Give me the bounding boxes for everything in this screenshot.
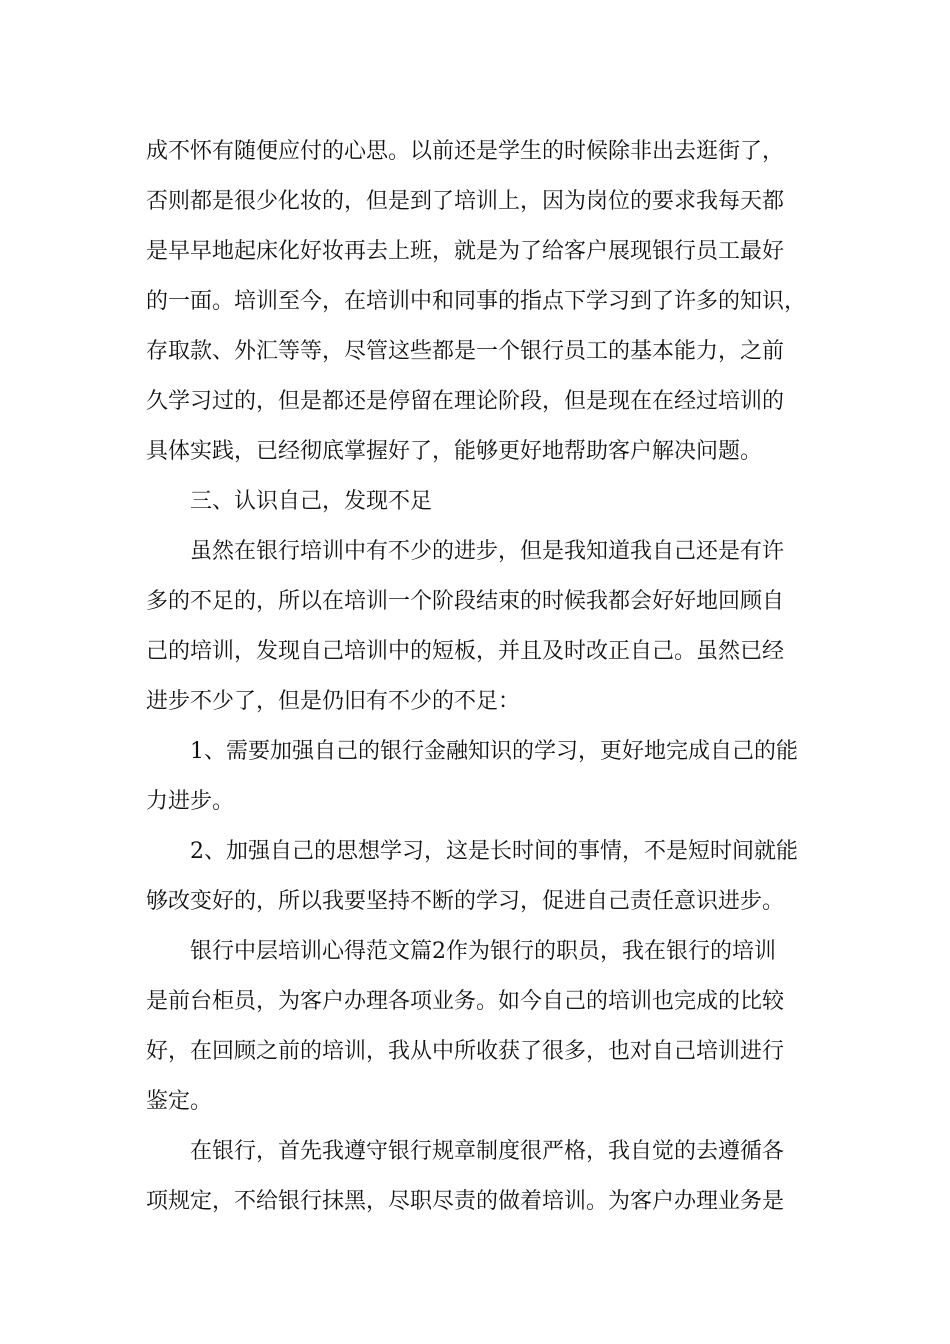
text-line: 具体实践，已经彻底掌握好了，能够更好地帮助客户解决问题。: [146, 439, 763, 464]
text-line: 在银行，首先我遵守银行规章制度很严格，我自觉的去遵循各: [190, 1139, 785, 1164]
text-line: 好，在回顾之前的培训，我从中所收获了很多，也对自己培训进行: [146, 1039, 785, 1064]
text-line: 存取款、外汇等等，尽管这些都是一个银行员工的基本能力，之前: [146, 339, 785, 364]
text-line: 是前台柜员，为客户办理各项业务。如今自己的培训也完成的比较: [146, 989, 785, 1014]
text-line: 多的不足的，所以在培训一个阶段结束的时候我都会好好地回顾自: [146, 589, 785, 614]
text-line: 虽然在银行培训中有不少的进步，但是我知道我自己还是有许: [190, 539, 785, 564]
text-line: 项规定，不给银行抹黑，尽职尽责的做着培训。为客户办理业务是: [146, 1189, 785, 1214]
text-line: 久学习过的，但是都还是停留在理论阶段，但是现在在经过培训的: [146, 389, 785, 414]
text-line: 己的培训，发现自己培训中的短板，并且及时改正自己。虽然已经: [146, 639, 785, 664]
text-line: 银行中层培训心得范文篇2作为银行的职员，我在银行的培训: [190, 939, 776, 964]
text-line: 鉴定。: [146, 1089, 213, 1114]
list-item: 1、需要加强自己的银行金融知识的学习，更好地完成自己的能: [190, 739, 798, 764]
text-line: 够改变好的，所以我要坚持不断的学习，促进自己责任意识进步。: [146, 889, 785, 914]
list-item: 2、加强自己的思想学习，这是长时间的事情，不是短时间就能: [190, 839, 798, 864]
text-line: 进步不少了，但是仍旧有不少的不足：: [146, 689, 521, 714]
text-line: 成不怀有随便应付的心思。以前还是学生的时候除非出去逛街了，: [146, 139, 785, 164]
section-heading: 三、认识自己，发现不足: [190, 489, 433, 514]
text-line: 是早早地起床化好妆再去上班，就是为了给客户展现银行员工最好: [146, 239, 785, 264]
text-line: 的一面。培训至今，在培训中和同事的指点下学习到了许多的知识，: [146, 289, 807, 314]
text-line: 否则都是很少化妆的，但是到了培训上，因为岗位的要求我每天都: [146, 189, 785, 214]
text-line: 力进步。: [146, 789, 235, 814]
